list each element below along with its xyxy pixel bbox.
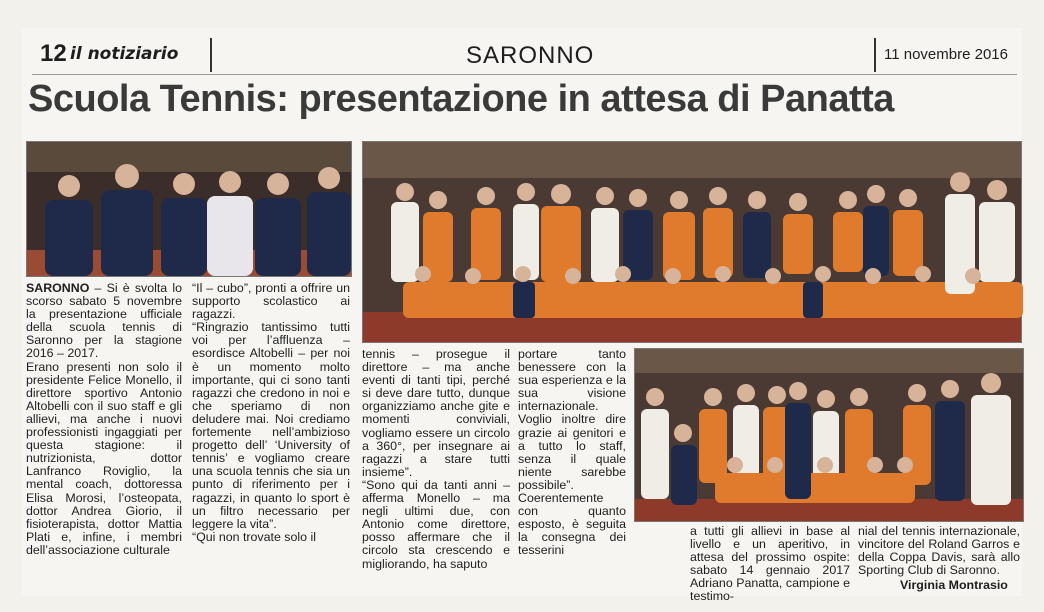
page-header bbox=[32, 38, 1017, 74]
newspaper-name: il notiziario bbox=[70, 44, 179, 64]
paragraph: portare tanto benessere con la sua esperienza e la sua visione internazionale. Voglio inoltre dire grazie ai genitori e a tutto lo staff, senza il quale niente sarebbe possibile”. bbox=[518, 347, 626, 492]
header-divider bbox=[874, 38, 876, 72]
author-signature: Virginia Montrasio bbox=[900, 578, 1008, 592]
article-column-4 bbox=[518, 347, 626, 558]
article-column-6 bbox=[858, 525, 1020, 577]
paragraph: a tutti gli allievi in base al livello e un aperitivo, in attesa del prossimo ospite: sabato 14 gennaio 2017 Adriano Panatta, campione e testimo- bbox=[690, 524, 850, 604]
small-group-photo bbox=[634, 348, 1024, 522]
paragraph: “Sono qui da tanti anni – afferma Monello – ma negli ultimi due, con Antonio come direttore, posso affermare che il circolo sta crescendo e migliorando, ha saputo bbox=[362, 477, 510, 571]
paragraph: tennis – prosegue il direttore – ma anche eventi di tanti tipi, perché si deve dare tutto, dunque organizziamo anche gite e momenti conviviali, vogliamo essere un circolo a 360°, per insegnare ai ragazzi a stare tutti insieme”. bbox=[362, 347, 510, 479]
article-headline: Scuola Tennis: presentazione in attesa di Panatta bbox=[28, 78, 894, 120]
staff-photo bbox=[26, 141, 352, 277]
paragraph: “Il – cubo”, pronti a offrire un supporto scolastico ai ragazzi. bbox=[192, 281, 350, 322]
article-column-1 bbox=[26, 281, 182, 557]
article-column-3 bbox=[362, 347, 510, 571]
paragraph: Erano presenti non solo il presidente Felice Monello, il direttore sportivo Antonio Altobelli con il suo staff e gli allievi, ma anche i nuovi professionisti ingaggiati per questa stagione: il nutrizionista, dottor Lanfranco Roviglio, la mental coach, dottoressa Elisa Morosi, l’osteopata, dottor Andrea Giorio, il fisioterapista, dottor Mattia Plati e, infine, i membri dell’associazione culturale bbox=[26, 359, 182, 557]
article-column-2 bbox=[192, 282, 350, 544]
paragraph: “Ringrazio tantissimo tutti voi per l’affluenza – esordisce Altobelli – per noi è un momento molto importante, qui ci sono tanti ragazzi che credono in noi e che speriamo di non deludere mai. Noi crediamo fortemente nell’ambizioso progetto dell’ ‘University of tennis’ e vogliamo creare una scuola tennis che sia un punto di riferimento per i ragazzi, in quanto lo sport è un filtro necessario per leggere la vita”. bbox=[192, 320, 350, 531]
students-group-photo bbox=[362, 141, 1022, 343]
page-number: 12 bbox=[40, 40, 67, 67]
article-column-5 bbox=[690, 524, 850, 604]
section-title: SARONNO bbox=[466, 42, 595, 69]
header-rule bbox=[32, 74, 1017, 75]
paragraph: Coerentemente con quanto esposto, è seguita la consegna dei tesserini bbox=[518, 491, 626, 558]
newspaper-page bbox=[22, 28, 1022, 604]
paragraph: – Si è svolta lo scorso sabato 5 novembre la presentazione ufficiale della scuola tennis di Saronno per la stagione 2016 – 2017. bbox=[26, 281, 182, 361]
header-divider bbox=[210, 38, 212, 72]
issue-date: 11 novembre 2016 bbox=[884, 46, 1008, 63]
dateline: SARONNO bbox=[26, 281, 90, 295]
paragraph: “Qui non trovate solo il bbox=[192, 529, 316, 544]
paragraph: nial del tennis internazionale, vincitore del Roland Garros e della Coppa Davis, sarà allo Sporting Club di Saronno. bbox=[858, 524, 1020, 578]
